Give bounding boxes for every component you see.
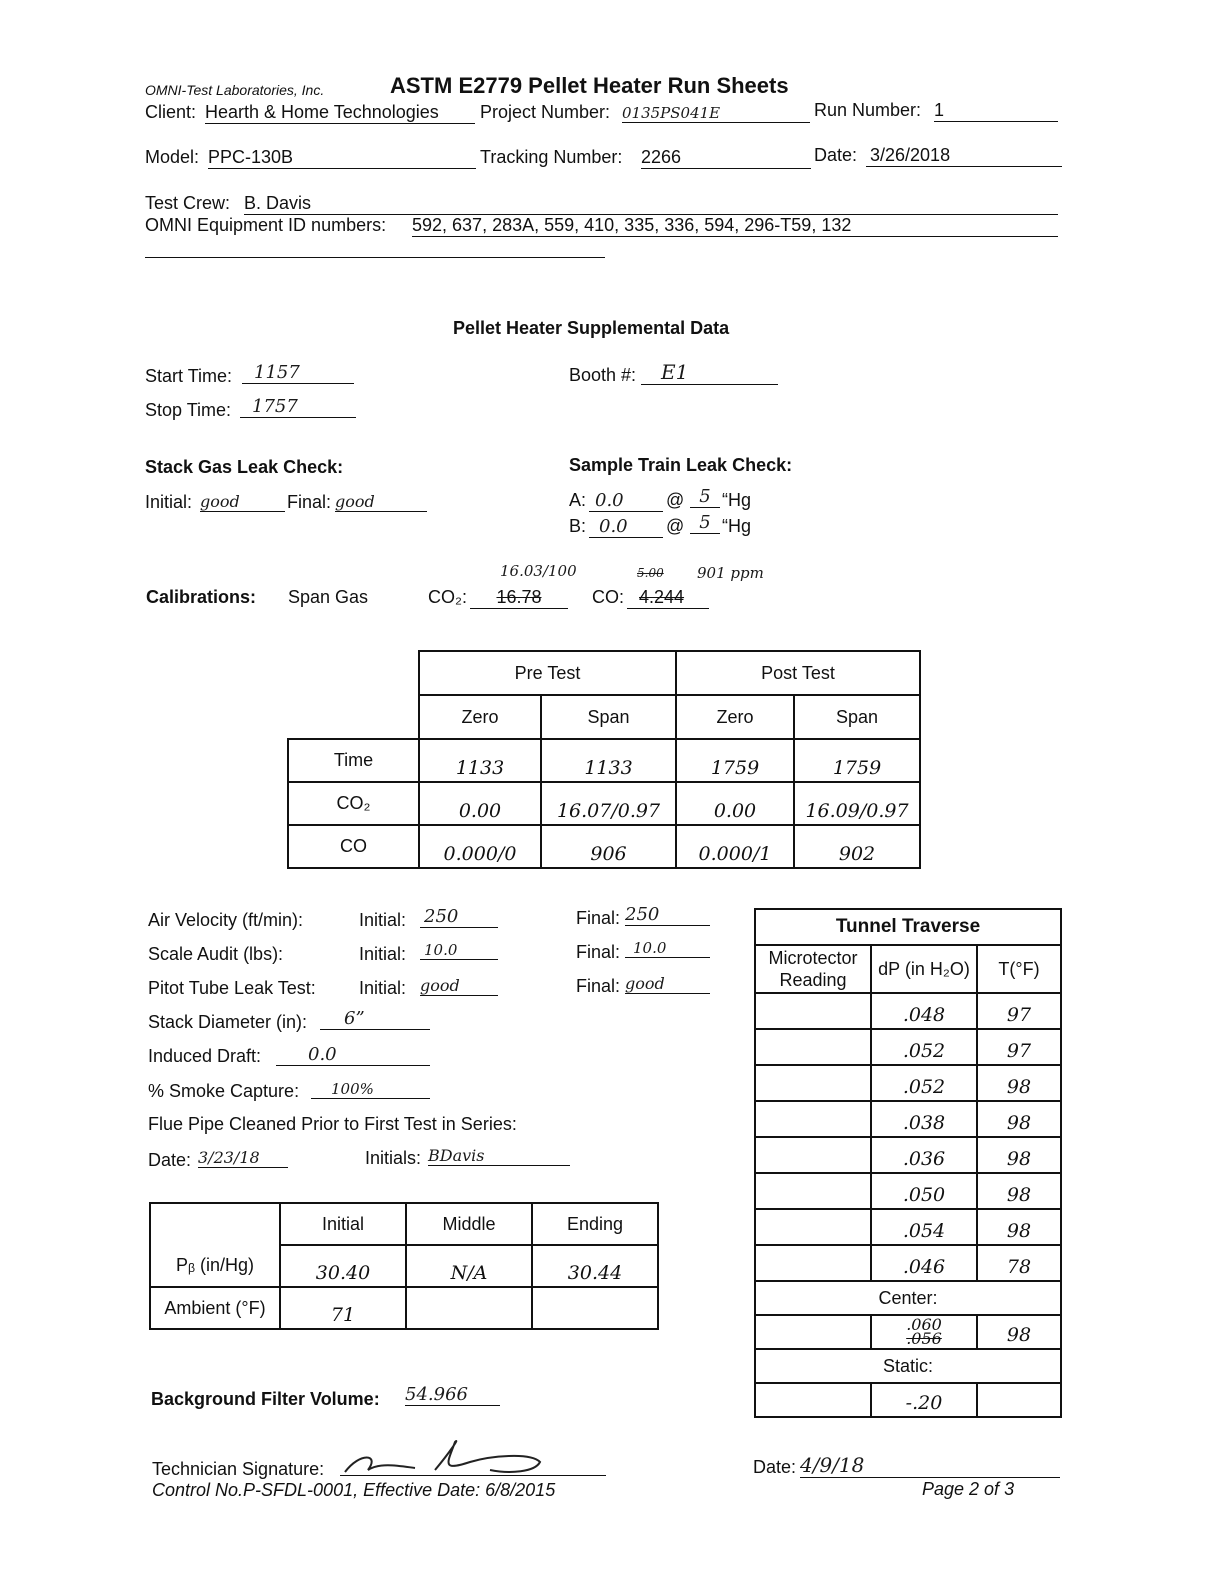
- header-span: Span: [541, 695, 676, 739]
- stack-diameter-value: 6”: [320, 1008, 430, 1030]
- stack-diameter-label: Stack Diameter (in):: [148, 1012, 308, 1032]
- cell: 902: [794, 825, 920, 868]
- leak-b-at: @: [666, 516, 685, 536]
- stack-leak-title: Stack Gas Leak Check:: [145, 457, 344, 477]
- project-label: Project Number:: [480, 102, 611, 122]
- center-dp-value: .060: [906, 1315, 942, 1334]
- cell: [406, 1287, 532, 1329]
- cell: 0.000/1: [676, 825, 794, 868]
- air-initial-value: 250: [420, 906, 498, 928]
- cell: 906: [541, 825, 676, 868]
- header-middle: Middle: [406, 1203, 532, 1245]
- traverse-reading-cell: [755, 1101, 871, 1137]
- leak-b-unit: “Hg: [722, 516, 752, 536]
- induced-draft-label: Induced Draft:: [148, 1046, 262, 1066]
- equipment-label: OMNI Equipment ID numbers:: [145, 215, 387, 235]
- traverse-title: Tunnel Traverse: [755, 909, 1061, 945]
- traverse-reading-cell: [755, 1029, 871, 1065]
- cell: 0.00: [676, 782, 794, 825]
- pitot-initial-value: good: [420, 976, 498, 996]
- table-row: [755, 1065, 1061, 1101]
- traverse-t-cell: 97: [977, 993, 1061, 1029]
- booth-value: E1: [641, 360, 778, 385]
- header-dp: dP (in H₂O): [871, 945, 977, 993]
- air-velocity-label: Air Velocity (ft/min):: [148, 910, 304, 930]
- row-label: CO₂: [288, 782, 419, 825]
- span-gas-label: Span Gas: [288, 587, 369, 607]
- traverse-dp-cell: .050: [871, 1173, 977, 1209]
- table-row: [288, 782, 920, 825]
- air-final-value: 250: [625, 904, 710, 926]
- signature-label: Technician Signature:: [152, 1459, 325, 1479]
- tunnel-traverse-table: [754, 908, 1062, 1418]
- flue-pipe-label: Flue Pipe Cleaned Prior to First Test in Series:: [148, 1114, 517, 1134]
- stack-final-label: Final:: [287, 492, 332, 512]
- pitot-final-value: good: [625, 974, 710, 994]
- cell: 1759: [794, 739, 920, 782]
- stack-initial-label: Initial:: [145, 492, 193, 512]
- header-initial: Initial: [280, 1203, 406, 1245]
- leak-a-value: 0.0: [589, 490, 663, 512]
- date-label: Date:: [814, 145, 858, 165]
- traverse-dp-cell: .052: [871, 1029, 977, 1065]
- center-t-value: 98: [977, 1315, 1061, 1349]
- induced-draft-value: 0.0: [276, 1044, 430, 1066]
- initial-label: Initial:: [359, 978, 407, 998]
- cell: 1133: [419, 739, 541, 782]
- table-row: [755, 1101, 1061, 1137]
- header-post-test: Post Test: [676, 651, 920, 695]
- leak-b-value: 0.0: [589, 516, 663, 538]
- initials-value: BDavis: [428, 1146, 570, 1166]
- table-row: [288, 825, 920, 868]
- start-label: Start Time:: [145, 366, 233, 386]
- header-span: Span: [794, 695, 920, 739]
- traverse-dp-cell: .038: [871, 1101, 977, 1137]
- flue-date-value: 3/23/18: [198, 1148, 288, 1168]
- co-old2-value: 5.00: [637, 566, 664, 580]
- calibrations-label: Calibrations:: [146, 587, 257, 607]
- cell: 71: [280, 1287, 406, 1329]
- center-dp-cell: [871, 1315, 977, 1349]
- header-pre-test: Pre Test: [419, 651, 676, 695]
- flue-date-label: Date:: [148, 1150, 192, 1170]
- header-zero: Zero: [676, 695, 794, 739]
- table-row: [755, 1383, 1061, 1417]
- cell: 30.40: [280, 1245, 406, 1287]
- traverse-reading-cell: [755, 1065, 871, 1101]
- table-row: [150, 1245, 658, 1287]
- cell: 16.07/0.97: [541, 782, 676, 825]
- smoke-capture-value: 100%: [311, 1080, 430, 1099]
- initial-label: Initial:: [359, 944, 407, 964]
- signature-image: [340, 1432, 570, 1478]
- final-label: Final:: [576, 976, 621, 996]
- co2-label: CO₂:: [428, 587, 467, 607]
- table-row: [755, 1137, 1061, 1173]
- leak-b-label: B:: [569, 516, 587, 536]
- traverse-dp-cell: .054: [871, 1209, 977, 1245]
- traverse-reading-cell: [755, 1137, 871, 1173]
- calibration-table: [287, 650, 921, 869]
- traverse-reading-cell: [755, 1173, 871, 1209]
- section-title: Pellet Heater Supplemental Data: [453, 318, 730, 338]
- initials-label: Initials:: [365, 1148, 422, 1168]
- center-label: Center:: [755, 1281, 1061, 1315]
- traverse-t-cell: 98: [977, 1209, 1061, 1245]
- cell: 30.44: [532, 1245, 658, 1287]
- table-row: [755, 1209, 1061, 1245]
- scale-final-value: 10.0: [625, 939, 710, 958]
- traverse-t-cell: 98: [977, 1065, 1061, 1101]
- client-label: Client:: [145, 102, 197, 122]
- leak-a-label: A:: [569, 490, 587, 510]
- footer-date-label: Date:: [753, 1457, 797, 1477]
- table-row: [288, 739, 920, 782]
- scale-audit-label: Scale Audit (lbs):: [148, 944, 284, 964]
- row-label: Time: [288, 739, 419, 782]
- co-new-value: 901 ppm: [697, 564, 764, 582]
- table-row: [755, 993, 1061, 1029]
- co2-old-value: 16.78: [496, 587, 542, 607]
- date-value: 3/26/2018: [866, 145, 1062, 167]
- scale-initial-value: 10.0: [420, 941, 498, 960]
- tracking-value: 2266: [641, 147, 811, 169]
- center-dp-old-value: .056: [906, 1329, 942, 1348]
- leak-a-unit: “Hg: [722, 490, 752, 510]
- header-temperature: T(°F): [977, 945, 1061, 993]
- client-value: Hearth & Home Technologies: [205, 102, 475, 124]
- background-filter-label: Background Filter Volume:: [151, 1389, 380, 1409]
- traverse-t-cell: 98: [977, 1137, 1061, 1173]
- crew-value: B. Davis: [244, 193, 1058, 215]
- blank-line: [145, 257, 605, 258]
- pressure-table: [149, 1202, 659, 1330]
- page-number: Page 2 of 3: [922, 1479, 1015, 1499]
- tracking-label: Tracking Number:: [480, 147, 623, 167]
- run-label: Run Number:: [814, 100, 922, 120]
- traverse-dp-cell: .052: [871, 1065, 977, 1101]
- traverse-t-cell: 78: [977, 1245, 1061, 1281]
- traverse-reading-cell: [755, 1245, 871, 1281]
- traverse-reading-cell: [755, 1209, 871, 1245]
- crew-label: Test Crew:: [145, 193, 231, 213]
- cell: 0.00: [419, 782, 541, 825]
- header-zero: Zero: [419, 695, 541, 739]
- table-row: [755, 1173, 1061, 1209]
- cell: [532, 1287, 658, 1329]
- table-row: [150, 1287, 658, 1329]
- traverse-dp-cell: .048: [871, 993, 977, 1029]
- table-row: [755, 1315, 1061, 1349]
- traverse-reading-cell: [755, 993, 871, 1029]
- start-value: 1157: [242, 362, 354, 384]
- header-ending: Ending: [532, 1203, 658, 1245]
- traverse-dp-cell: .046: [871, 1245, 977, 1281]
- row-label: Pᵦ (in/Hg): [150, 1245, 280, 1287]
- control-number: Control No.P-SFDL-0001, Effective Date: 6/8/2015: [152, 1480, 556, 1500]
- table-row: [755, 1245, 1061, 1281]
- row-label: CO: [288, 825, 419, 868]
- traverse-dp-cell: .036: [871, 1137, 977, 1173]
- static-dp-value: -.20: [871, 1383, 977, 1417]
- static-label: Static:: [755, 1349, 1061, 1383]
- co-label: CO:: [592, 587, 625, 607]
- background-filter-value: 54.966: [405, 1384, 500, 1406]
- traverse-t-cell: 97: [977, 1029, 1061, 1065]
- initial-label: Initial:: [359, 910, 407, 930]
- equipment-value: 592, 637, 283A, 559, 410, 335, 336, 594, 296-T59, 132: [412, 215, 1058, 237]
- leak-a-at: @: [666, 490, 685, 510]
- final-label: Final:: [576, 908, 621, 928]
- traverse-t-cell: 98: [977, 1101, 1061, 1137]
- leak-b-pressure: 5: [690, 512, 720, 534]
- cell: 16.09/0.97: [794, 782, 920, 825]
- table-row: [755, 1029, 1061, 1065]
- final-label: Final:: [576, 942, 621, 962]
- cell: 1759: [676, 739, 794, 782]
- stop-value: 1757: [240, 396, 356, 418]
- project-value: 0135PS041E: [622, 104, 810, 123]
- page-title: ASTM E2779 Pellet Heater Run Sheets: [390, 73, 789, 98]
- company-name: OMNI-Test Laboratories, Inc.: [145, 82, 325, 98]
- cell: N/A: [406, 1245, 532, 1287]
- smoke-capture-label: % Smoke Capture:: [148, 1081, 300, 1101]
- stop-label: Stop Time:: [145, 400, 232, 420]
- booth-label: Booth #:: [569, 365, 637, 385]
- footer-date-value: 4/9/18: [800, 1453, 1060, 1478]
- cell: 1133: [541, 739, 676, 782]
- stack-final-value: good: [335, 492, 427, 512]
- stack-initial-value: good: [200, 492, 285, 512]
- co2-new-value: 16.03/100: [500, 562, 577, 580]
- header-microtector: Microtector Reading: [755, 945, 871, 993]
- sample-leak-title: Sample Train Leak Check:: [569, 455, 793, 475]
- traverse-t-cell: 98: [977, 1173, 1061, 1209]
- model-label: Model:: [145, 147, 200, 167]
- row-label: Ambient (°F): [150, 1287, 280, 1329]
- cell: 0.000/0: [419, 825, 541, 868]
- co-old-value: 4.244: [639, 587, 685, 607]
- model-value: PPC-130B: [208, 147, 476, 169]
- pitot-label: Pitot Tube Leak Test:: [148, 978, 316, 998]
- run-value: 1: [934, 100, 1058, 122]
- leak-a-pressure: 5: [690, 486, 720, 508]
